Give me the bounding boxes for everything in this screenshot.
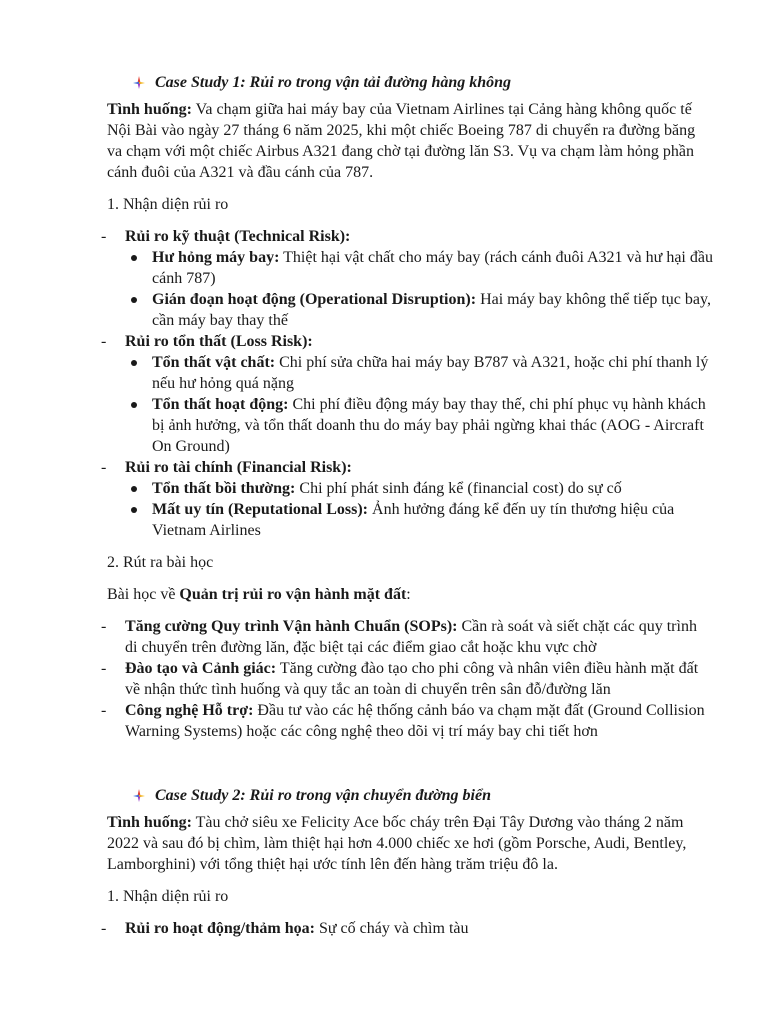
risk-sublist — [125, 247, 713, 331]
bullet-dot-icon — [131, 507, 137, 513]
risk-title: Rủi ro hoạt động/thảm họa: — [125, 920, 315, 937]
case-2-risk-list — [101, 918, 713, 939]
item-label: Tổn thất bồi thường: — [152, 480, 296, 497]
risk-sublist — [125, 352, 713, 457]
lesson-text: Đầu tư vào các hệ thống cảnh báo va chạm mặt đất (Ground Collision Warning Systems) hoặc các công nghệ theo dõi vị trí máy bay chi tiết hơn — [125, 702, 705, 740]
bullet-dot-icon — [131, 486, 137, 492]
risk-text: Sự cố cháy và chìm tàu — [314, 920, 469, 937]
dash-marker: - — [101, 333, 107, 350]
four-color-pin-icon — [132, 75, 146, 89]
list-item — [125, 499, 713, 541]
case-2-identify-heading: 1. Nhận diện rủi ro — [107, 888, 229, 905]
case-1-lessons-heading: 2. Rút ra bài học — [107, 554, 214, 571]
dash-marker: - — [101, 459, 107, 476]
dash-marker: - — [101, 618, 107, 635]
case-study-1-title: Case Study 1: Rủi ro trong vận tải đường hàng không — [155, 74, 512, 91]
item-text: Ảnh hưởng đáng kể đến uy tín thương hiệu của Vietnam Airlines — [152, 501, 675, 539]
item-text: Chi phí sửa chữa hai máy bay B787 và A321, hoặc chi phí thanh lý nếu hư hỏng quá nặng — [152, 354, 709, 392]
risk-title: Rủi ro tổn thất (Loss Risk): — [125, 333, 313, 350]
item-text: Hai máy bay không thể tiếp tục bay, cần máy bay thay thế — [152, 291, 711, 329]
situation-label: Tình huống: — [107, 101, 192, 118]
case-study-2-heading — [107, 785, 713, 806]
bullet-dot-icon — [131, 402, 137, 408]
lessons-intro-prefix: Bài học về — [107, 586, 180, 603]
lesson-label: Tăng cường Quy trình Vận hành Chuẩn (SOPs): — [125, 618, 458, 635]
risk-title: Rủi ro tài chính (Financial Risk): — [125, 459, 352, 476]
lesson-text: Tăng cường đào tạo cho phi công và nhân viên điều hành mặt đất về nhận thức tình huống và quy tắc an toàn di chuyển trên sân đỗ/đường lăn — [125, 660, 699, 698]
case-1-risk-list — [101, 226, 713, 541]
item-text: Thiệt hại vật chất cho máy bay (rách cánh đuôi A321 và hư hại đầu cánh 787) — [152, 249, 713, 287]
lesson-technology — [101, 700, 713, 742]
bullet-dot-icon — [131, 297, 137, 303]
lesson-sops — [101, 616, 713, 658]
item-text: Chi phí phát sinh đáng kể (financial cost) do sự cố — [295, 480, 622, 497]
item-label: Gián đoạn hoạt động (Operational Disruption): — [152, 291, 477, 308]
lesson-label: Đào tạo và Cảnh giác: — [125, 660, 277, 677]
list-item — [125, 394, 713, 457]
bullet-dot-icon — [131, 360, 137, 366]
lessons-intro — [107, 584, 713, 605]
list-item — [125, 352, 713, 394]
risk-financial — [101, 457, 713, 541]
section-spacer — [107, 753, 713, 785]
dash-marker: - — [101, 228, 107, 245]
lesson-training — [101, 658, 713, 700]
case-1-identify-heading: 1. Nhận diện rủi ro — [107, 196, 229, 213]
situation-text: Va chạm giữa hai máy bay của Vietnam Airlines tại Cảng hàng không quốc tế Nội Bài vào ngày 27 tháng 6 năm 2025, khi một chiếc Boeing 787 di chuyển ra đường băng va chạm với một chiếc Airbus A321 đang chờ tại đường lăn S3. Vụ va chạm làm hỏng phần cánh đuôi của A321 và đầu cánh của 787. — [107, 101, 696, 181]
risk-loss — [101, 331, 713, 457]
case-study-1-heading — [107, 72, 713, 93]
case-2-situation — [107, 812, 713, 875]
case-1-lessons-list — [101, 616, 713, 742]
lessons-intro-suffix: : — [406, 586, 411, 603]
dash-marker: - — [101, 702, 107, 719]
risk-operational-disaster — [101, 918, 713, 939]
situation-text: Tàu chở siêu xe Felicity Ace bốc cháy trên Đại Tây Dương vào tháng 2 năm 2022 và sau đó bị chìm, làm thiệt hại hơn 4.000 chiếc xe hơi (gồm Porsche, Audi, Bentley, Lamborghini) với tổng thiệt hại ước tính lên đến hàng trăm triệu đô la. — [107, 814, 687, 873]
dash-marker: - — [101, 920, 107, 937]
lesson-label: Công nghệ Hỗ trợ: — [125, 702, 254, 719]
risk-technical — [101, 226, 713, 331]
case-study-2-title: Case Study 2: Rủi ro trong vận chuyển đường biển — [155, 787, 491, 804]
list-item — [125, 478, 713, 499]
list-item — [125, 289, 713, 331]
item-label: Hư hỏng máy bay: — [152, 249, 280, 266]
bullet-dot-icon — [131, 255, 137, 261]
item-label: Mất uy tín (Reputational Loss): — [152, 501, 369, 518]
risk-sublist — [125, 478, 713, 541]
four-color-pin-icon — [132, 788, 146, 802]
lessons-intro-bold: Quản trị rủi ro vận hành mặt đất — [179, 586, 407, 603]
list-item — [125, 247, 713, 289]
case-1-situation — [107, 99, 713, 183]
risk-title: Rủi ro kỹ thuật (Technical Risk): — [125, 228, 351, 245]
item-text: Chi phí điều động máy bay thay thế, chi phí phục vụ hành khách bị ảnh hưởng, và tổn thất doanh thu do máy bay phải ngừng khai thác (AOG - Aircraft On Ground) — [152, 396, 706, 455]
situation-label: Tình huống: — [107, 814, 192, 831]
lesson-text: Cần rà soát và siết chặt các quy trình di chuyển trên đường lăn, đặc biệt tại các điểm giao cắt hoặc khu vực chờ — [125, 618, 697, 656]
item-label: Tổn thất hoạt động: — [152, 396, 289, 413]
item-label: Tổn thất vật chất: — [152, 354, 276, 371]
dash-marker: - — [101, 660, 107, 677]
document-content — [101, 72, 713, 950]
